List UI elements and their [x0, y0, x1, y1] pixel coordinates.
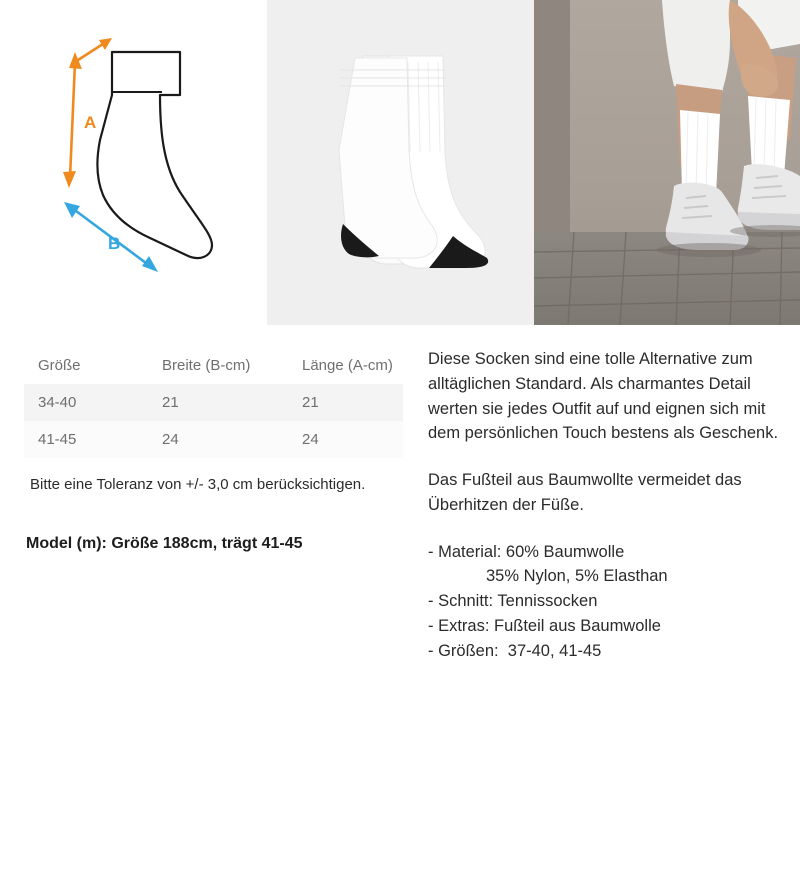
cell-size: 41-45: [24, 421, 148, 458]
cell-width: 21: [148, 384, 288, 421]
product-image-panel: [267, 0, 534, 325]
col-header-width: Breite (B-cm): [162, 357, 251, 374]
sock-measurement-diagram: [0, 0, 267, 325]
product-svg: [267, 0, 534, 325]
cell-size: 34-40: [24, 384, 148, 421]
label-a: A: [84, 113, 97, 132]
spec-sizes: - Größen: 37-40, 41-45: [428, 641, 602, 660]
spec-extras: - Extras: Fußteil aus Baumwolle: [428, 616, 661, 635]
description-paragraph-2: Das Fußteil aus Baumwollte vermeidet das Überhitzen der Füße.: [428, 471, 742, 514]
left-column: [0, 347, 420, 663]
diagram-svg: [0, 0, 267, 325]
spec-cut: - Schnitt: Tennissocken: [428, 592, 598, 610]
image-row: [0, 0, 800, 325]
photo-svg: [534, 0, 800, 325]
cell-length: 21: [288, 384, 403, 421]
cell-width: 24: [148, 421, 288, 458]
spec-material-cont: 35% Nylon, 5% Elasthan: [486, 567, 668, 586]
model-note: Model (m): Größe 188cm, trägt 41-45: [26, 535, 303, 552]
content-row: [0, 325, 800, 663]
sneaker-right: [738, 164, 800, 230]
col-header-size: Größe: [38, 357, 81, 374]
specs-list: [428, 540, 782, 664]
rolled-jeans: [662, 0, 730, 92]
sock-outline: [97, 52, 212, 258]
table-row: [24, 421, 403, 458]
label-b: B: [108, 234, 121, 253]
description-paragraph-1: Diese Socken sind eine tolle Alternative zum alltäglichen Standard. Als charmantes Detail werten sie jedes Outfit auf und eignen sich mit dem persönlichen Touch bestens als Geschenk.: [428, 350, 779, 443]
spec-material: - Material: 60% Baumwolle: [428, 542, 625, 561]
tolerance-note: Bitte eine Toleranz von +/- 3,0 cm berücksichtigen.: [30, 476, 366, 493]
table-header-row: [24, 347, 403, 384]
cell-length: 24: [288, 421, 403, 458]
model-photo-panel: [534, 0, 800, 325]
table-row: [24, 384, 403, 421]
col-header-length: Länge (A-cm): [302, 357, 393, 374]
description-column: [420, 347, 800, 663]
size-table: [24, 347, 403, 458]
